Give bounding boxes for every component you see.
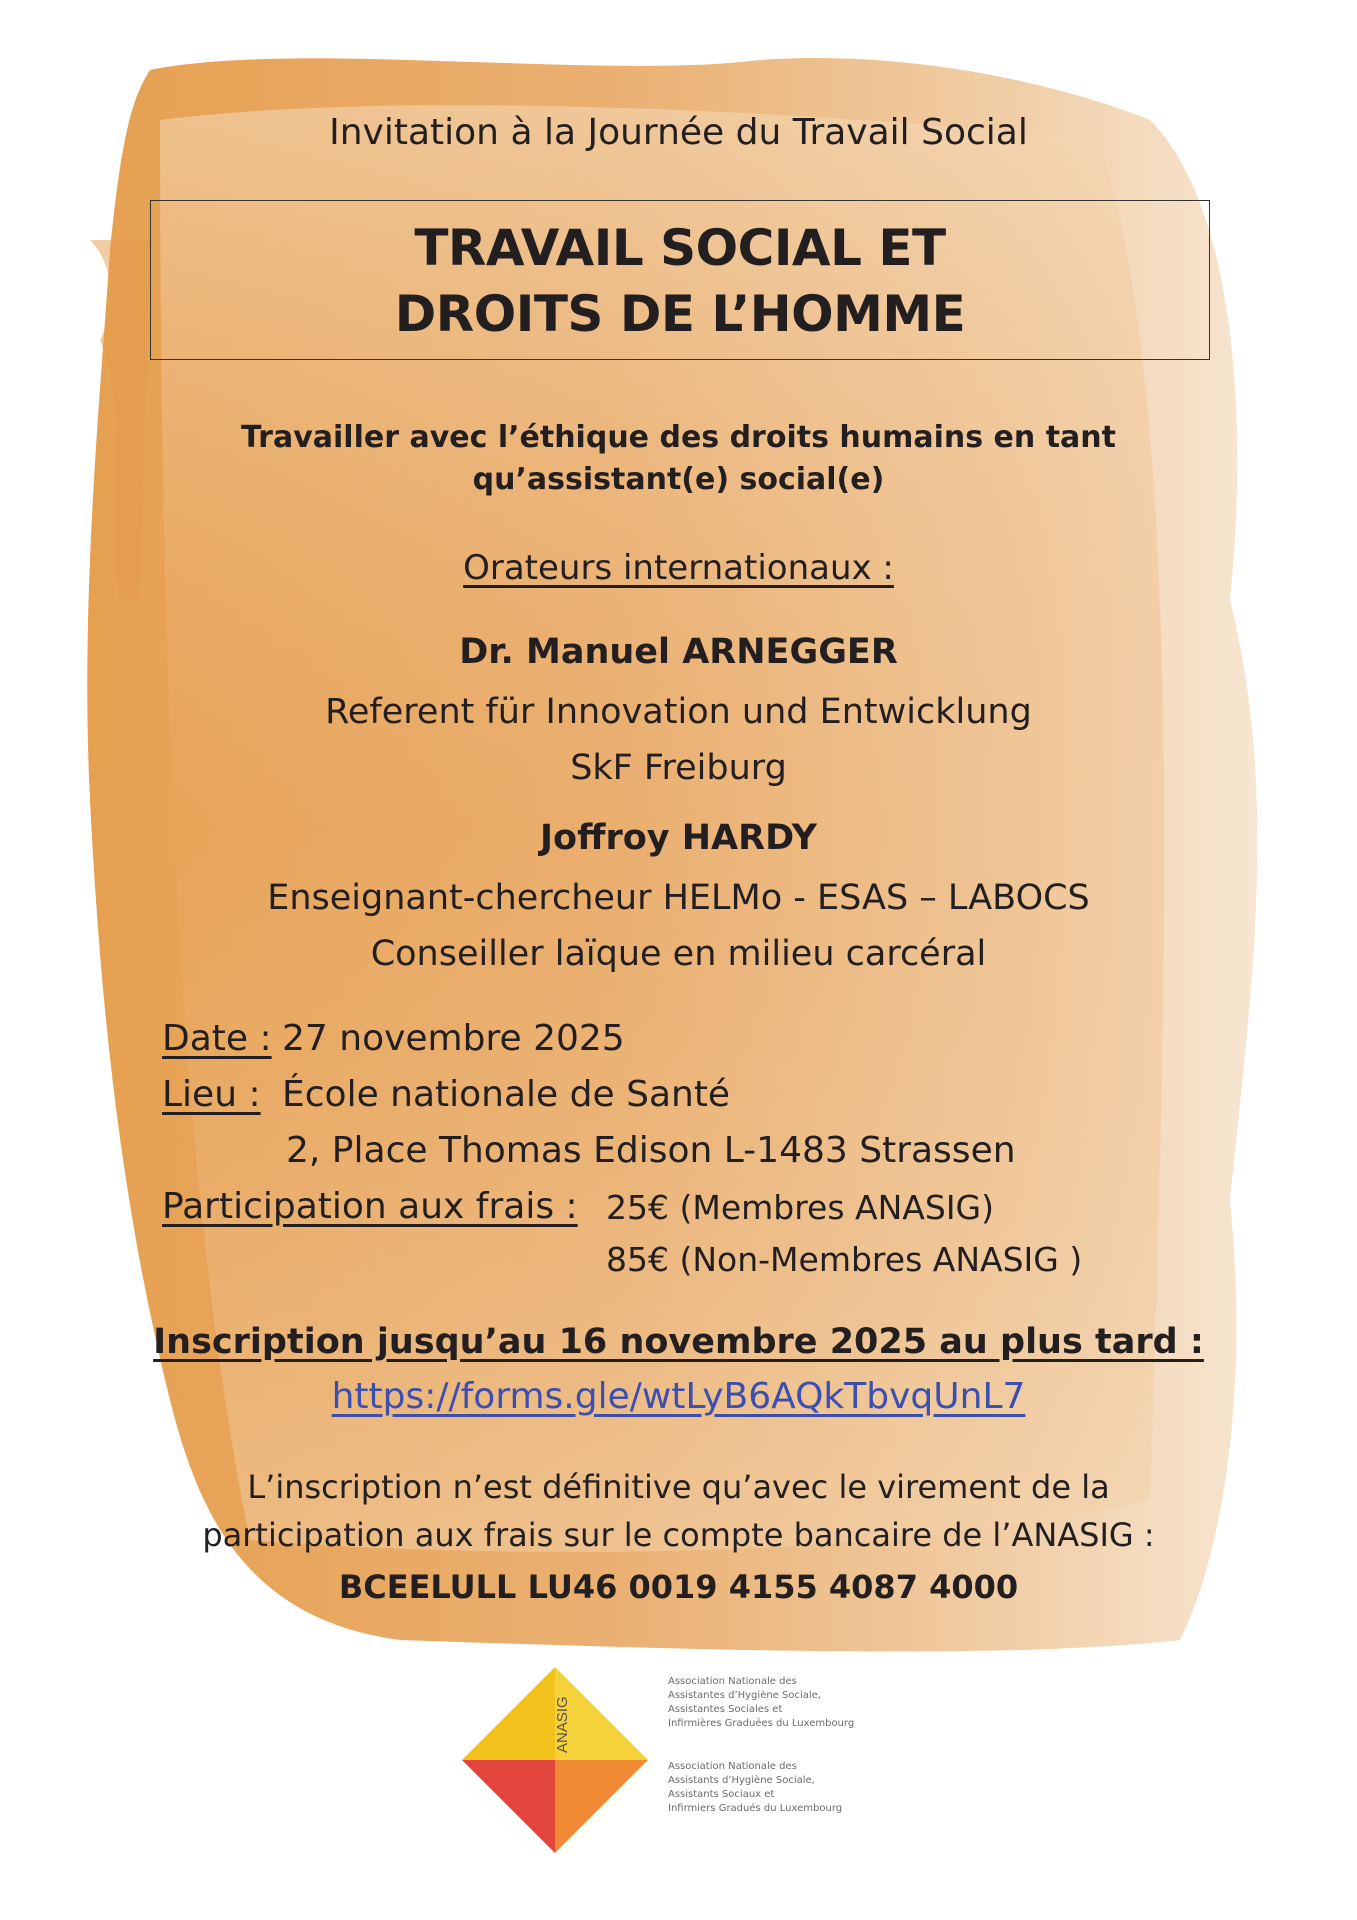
date-value: 27 novembre 2025	[282, 1018, 625, 1059]
assoc-masc-line-3: Assistants Sociaux et	[668, 1789, 775, 1800]
speaker-2-name: Joffroy HARDY	[540, 818, 817, 858]
assoc-masc-line-4: Infirmiers Gradués du Luxembourg	[668, 1803, 843, 1814]
registration-deadline: Inscription jusqu’au 16 novembre 2025 au plus tard :	[153, 1322, 1204, 1362]
title-box	[150, 200, 1210, 360]
payment-note-line-1: L’inscription n’est définitive qu’avec le virement de la	[247, 1468, 1110, 1506]
location-address: 2, Place Thomas Edison L-1483 Strassen	[286, 1130, 1016, 1171]
association-name-feminine	[668, 1675, 854, 1731]
bank-account: BCEELULL LU46 0019 4155 4087 4000	[338, 1568, 1019, 1606]
location-label: Lieu :	[162, 1074, 261, 1115]
assoc-masc-line-2: Assistants d’Hygiène Sociale,	[668, 1775, 815, 1786]
payment-note-line-2: participation aux frais sur le compte bancaire de l’ANASIG :	[202, 1516, 1155, 1554]
logo-bottom-right-triangle	[555, 1760, 648, 1853]
assoc-fem-line-1: Association Nationale des	[668, 1676, 797, 1687]
assoc-fem-line-3: Assistantes Sociales et	[668, 1704, 783, 1715]
registration-link[interactable]: https://forms.gle/wtLyB6AQkTbvqUnL7	[331, 1376, 1026, 1417]
speaker-1-org: SkF Freiburg	[570, 748, 787, 788]
assoc-fem-line-4: Infirmières Graduées du Luxembourg	[668, 1718, 855, 1729]
subtitle-line-1: Travailler avec l’éthique des droits humains en tant	[241, 420, 1116, 455]
date-label: Date :	[162, 1018, 272, 1059]
association-name-masculine	[668, 1760, 842, 1816]
title-line-2: DROITS DE L’HOMME	[394, 285, 966, 343]
speaker-2-role-2: Conseiller laïque en milieu carcéral	[370, 934, 987, 974]
speaker-1-role: Referent für Innovation und Entwicklung	[325, 692, 1032, 732]
logo-bottom-left-triangle	[462, 1760, 555, 1853]
assoc-fem-line-2: Assistantes d’Hygiène Sociale,	[668, 1690, 821, 1701]
title-line-1: TRAVAIL SOCIAL ET	[414, 219, 946, 277]
fees-members: 25€ (Membres ANASIG)	[606, 1188, 995, 1227]
anasig-logo	[460, 1665, 650, 1855]
assoc-masc-line-1: Association Nationale des	[668, 1761, 797, 1772]
speaker-2-role: Enseignant-chercheur HELMo - ESAS – LABOCS	[267, 878, 1090, 918]
subtitle-line-2: qu’assistant(e) social(e)	[472, 462, 885, 497]
speaker-1-name: Dr. Manuel ARNEGGER	[459, 632, 898, 672]
fees-label: Participation aux frais :	[162, 1186, 578, 1227]
location-name: École nationale de Santé	[282, 1074, 731, 1115]
fees-non-members: 85€ (Non-Membres ANASIG )	[606, 1240, 1083, 1279]
logo-top-left-triangle	[462, 1667, 555, 1760]
invitation-heading: Invitation à la Journée du Travail Social	[329, 112, 1028, 153]
speakers-heading: Orateurs internationaux :	[463, 548, 894, 588]
logo-text: ANASIG	[554, 1696, 571, 1753]
